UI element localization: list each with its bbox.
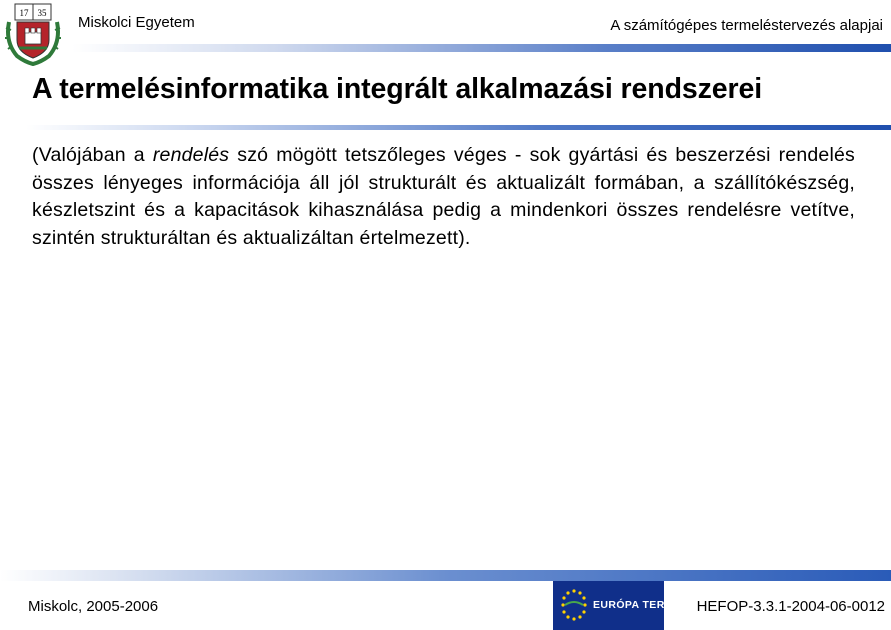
crest-year-right: 35 — [37, 8, 47, 18]
body-text-rest: szó mögött tetszőleges véges - sok gyártási és beszerzési rendelés összes lényeges információja áll jól strukturált és aktualizált formában, a szállítókészség, készletszint és a kapacitások kihasználása pedig a mindenkori összes rendelésre vetítve, szintén strukturáltan és aktualizáltan értelmezett). — [32, 144, 855, 249]
crest-year-left: 17 — [19, 8, 29, 18]
university-name: Miskolci Egyetem — [78, 14, 195, 31]
course-title: A számítógépes termeléstervezés alapjai — [610, 17, 883, 34]
footer-divider — [0, 570, 891, 581]
body-text-start: (Valójában a — [32, 144, 153, 166]
header-divider — [72, 44, 891, 52]
eu-logo-text: EURÓPA TERV — [593, 599, 672, 611]
slide-body-text — [32, 142, 855, 252]
europa-terv-logo — [553, 581, 672, 630]
title-divider — [26, 125, 891, 130]
body-text-emphasis: rendelés — [152, 144, 230, 166]
university-crest-logo — [3, 2, 63, 66]
project-code: HEFOP-3.3.1-2004-06-0012 — [696, 598, 885, 615]
eu-stars-icon — [559, 587, 589, 624]
footer-place-date: Miskolc, 2005-2006 — [28, 598, 159, 615]
slide-title: A termelésinformatika integrált alkalmazási rendszerei — [32, 73, 763, 105]
